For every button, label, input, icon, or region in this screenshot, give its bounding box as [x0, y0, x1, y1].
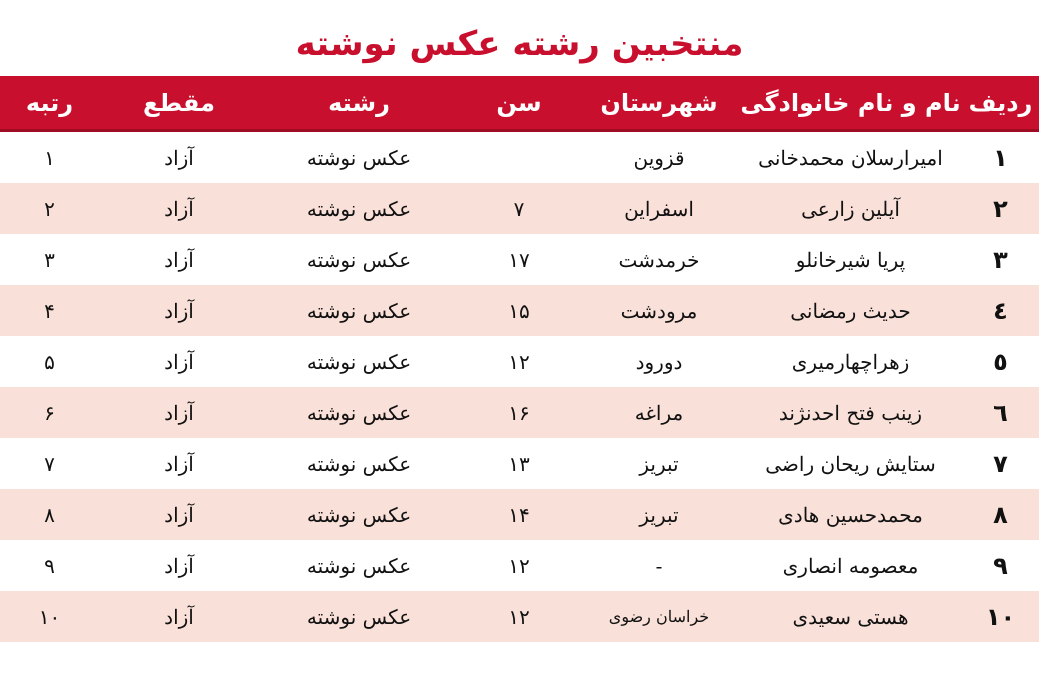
column-header-city: شهرستان — [579, 76, 739, 131]
row-number-cell: ۱۰ — [962, 591, 1039, 642]
rank-cell: ۷ — [44, 451, 55, 476]
row-number-cell: ٤ — [962, 285, 1039, 336]
age-cell: ۱۳ — [508, 451, 530, 476]
field-cell: عکس نوشته — [306, 451, 412, 476]
level-cell: آزاد — [99, 183, 259, 234]
city-cell: تبریز — [639, 451, 679, 476]
table-row — [0, 489, 1039, 540]
row-number-cell: ۹ — [993, 551, 1008, 580]
row-number-cell: ٥ — [993, 347, 1008, 376]
rank-cell: ۶ — [0, 387, 99, 438]
rank-cell: ۴ — [0, 285, 99, 336]
column-header-field: رشته — [259, 76, 459, 131]
level-cell: آزاد — [164, 349, 194, 374]
full-name-cell: هستی سعیدی — [739, 591, 962, 642]
table-row — [0, 285, 1039, 336]
level-cell: آزاد — [164, 553, 194, 578]
row-number-cell: ۳ — [993, 245, 1008, 274]
age-cell: ۱۴ — [459, 489, 579, 540]
full-name-cell: پریا شیرخانلو — [795, 247, 906, 272]
column-header-row-number: ردیف — [962, 76, 1039, 131]
age-cell: ۱۷ — [508, 247, 530, 272]
column-header-rank: رتبه — [0, 76, 99, 131]
full-name-cell: زهراچهارمیری — [791, 349, 910, 374]
field-cell: عکس نوشته — [259, 387, 459, 438]
rank-cell: ۵ — [44, 349, 55, 374]
rank-cell: ۳ — [44, 247, 55, 272]
table-row — [0, 131, 1039, 184]
row-number-cell: ۲ — [962, 183, 1039, 234]
level-cell: آزاد — [99, 387, 259, 438]
full-name-cell: امیرارسلان محمدخانی — [758, 145, 943, 170]
row-number-cell: ۸ — [962, 489, 1039, 540]
city-cell: - — [655, 553, 663, 578]
full-name-cell: آیلین زارعی — [739, 183, 962, 234]
level-cell: آزاد — [99, 489, 259, 540]
city-cell: تبریز — [579, 489, 739, 540]
full-name-cell: معصومه انصاری — [782, 553, 919, 578]
city-cell: خراسان رضوی — [579, 591, 739, 642]
field-cell: عکس نوشته — [306, 247, 412, 272]
table-row — [0, 387, 1039, 438]
row-number-cell: ۱ — [993, 143, 1008, 172]
full-name-cell: ستایش ریحان راضی — [765, 451, 936, 476]
table-row — [0, 591, 1039, 642]
city-cell: قزوین — [633, 145, 685, 170]
results-table — [0, 76, 1039, 642]
full-name-cell: حدیث رمضانی — [739, 285, 962, 336]
table-row — [0, 438, 1039, 489]
field-cell: عکس نوشته — [306, 145, 412, 170]
level-cell: آزاد — [164, 145, 194, 170]
age-cell: ۱۲ — [459, 591, 579, 642]
table-row — [0, 234, 1039, 285]
row-number-cell: ۷ — [993, 449, 1008, 478]
rank-cell: ۹ — [44, 553, 55, 578]
field-cell: عکس نوشته — [306, 553, 412, 578]
rank-cell: ۱۰ — [0, 591, 99, 642]
city-cell: مرودشت — [579, 285, 739, 336]
level-cell: آزاد — [164, 451, 194, 476]
age-cell: ۱۶ — [459, 387, 579, 438]
rank-cell: ۸ — [0, 489, 99, 540]
city-cell: مراغه — [579, 387, 739, 438]
age-cell: ۷ — [459, 183, 579, 234]
age-cell — [459, 131, 579, 184]
full-name-cell: زینب فتح احدنژند — [739, 387, 962, 438]
field-cell: عکس نوشته — [259, 183, 459, 234]
row-number-cell: ٦ — [962, 387, 1039, 438]
table-row — [0, 183, 1039, 234]
field-cell: عکس نوشته — [259, 591, 459, 642]
field-cell: عکس نوشته — [259, 489, 459, 540]
rank-cell: ۲ — [0, 183, 99, 234]
level-cell: آزاد — [164, 247, 194, 272]
full-name-cell: محمدحسین هادی — [739, 489, 962, 540]
page-title: منتخبین رشته عکس نوشته — [295, 24, 744, 64]
table-body — [0, 131, 1039, 643]
age-cell: ۱۲ — [508, 349, 530, 374]
rank-cell: ۱ — [44, 145, 55, 170]
city-cell: دورود — [635, 349, 683, 374]
city-cell: اسفراین — [579, 183, 739, 234]
level-cell: آزاد — [99, 591, 259, 642]
level-cell: آزاد — [99, 285, 259, 336]
age-cell: ۱۵ — [459, 285, 579, 336]
table-header-row — [0, 76, 1039, 131]
city-cell: خرمدشت — [618, 247, 700, 272]
field-cell: عکس نوشته — [306, 349, 412, 374]
age-cell: ۱۲ — [508, 553, 530, 578]
table-row — [0, 336, 1039, 387]
table-row — [0, 540, 1039, 591]
field-cell: عکس نوشته — [259, 285, 459, 336]
column-header-full-name: نام و نام خانوادگی — [739, 76, 962, 131]
column-header-age: سن — [459, 76, 579, 131]
column-header-level: مقطع — [99, 76, 259, 131]
